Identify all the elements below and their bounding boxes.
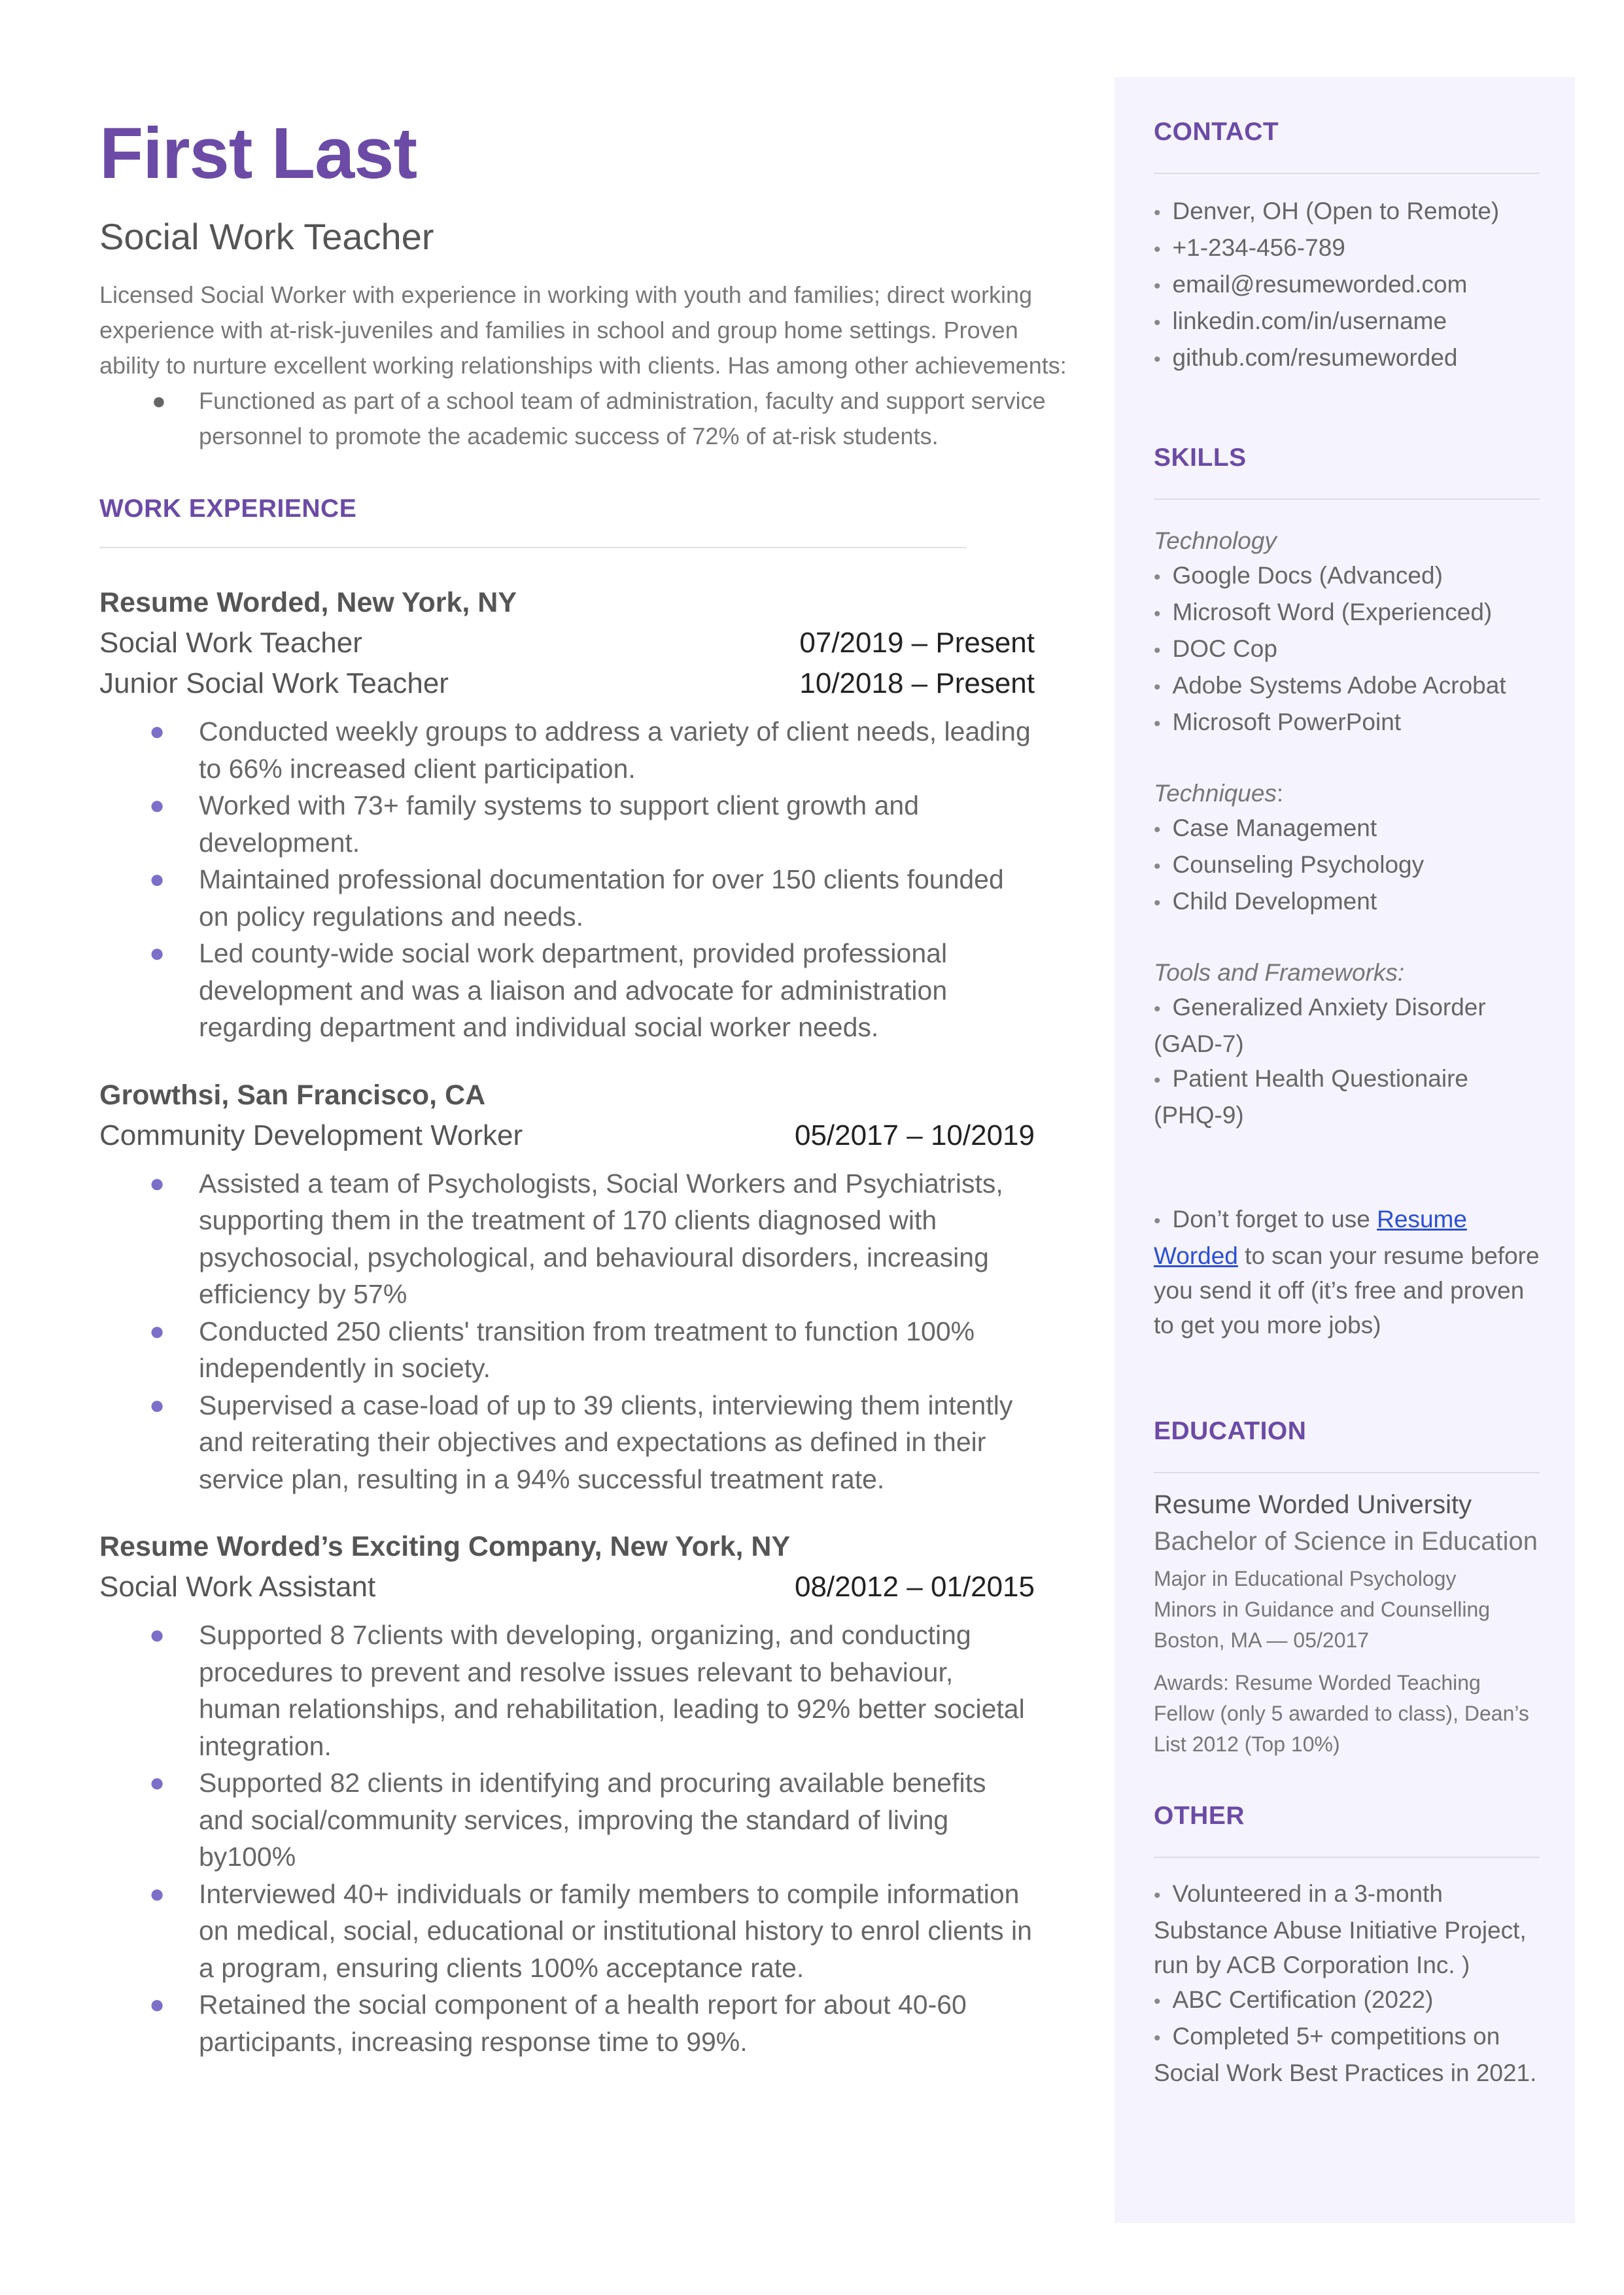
education-awards: Awards: Resume Worded Teaching Fellow (only 5 awarded to class), Dean’s List 2012 (Top 10%) [1154, 1671, 1529, 1756]
job-bullets [99, 1165, 1035, 1498]
skill-item: • DOC Cop [1154, 635, 1277, 662]
education-detail: Boston, MA — 05/2017 [1154, 1628, 1370, 1652]
resume-worded-tip: • Don’t forget to use Resume Worded to scan your resume before you send it off (it’s free and proven to get you more jobs) [1154, 1206, 1540, 1339]
summary-bullet: ● Functioned as part of a school team of administration, faculty and support service personnel to promote the academic success of 72% of at-risk students. [99, 383, 1067, 454]
job-bullet: ● Led county-wide social work department, provided professional development and was a liaison and advocate for administration regarding department and individual social worker needs. [99, 935, 1035, 1046]
contact-email[interactable]: • email@resumeworded.com [1154, 271, 1468, 298]
skills-list [1154, 811, 1540, 920]
bullet-icon: • [1154, 713, 1161, 735]
job-role-title: Junior Social Work Teacher [99, 667, 449, 699]
summary-text: Licensed Social Worker with experience in working with youth and families; direct working experience with at-risk-juveniles and families in school and group home settings. Proven ability to nurture excellent working relationships with clients. Has among other achievements: [99, 281, 1067, 379]
contact-list [1154, 194, 1540, 377]
bullet-icon: ● [149, 1879, 165, 1908]
job-bullet: ● Worked with 73+ family systems to support client growth and development. [99, 787, 1035, 861]
bullet-icon: • [1154, 349, 1161, 370]
skills-heading: SKILLS [1154, 444, 1247, 472]
skill-item: • Child Development [1154, 888, 1377, 915]
bullet-icon: • [1154, 998, 1161, 1020]
job-role-dates: 05/2017 – 10/2019 [794, 1119, 1035, 1151]
section-divider [1154, 1857, 1540, 1858]
skill-item: • Patient Health Questionaire (PHQ-9) [1154, 1065, 1469, 1129]
bullet-icon: • [1154, 603, 1161, 625]
job-company: Resume Worded, New York, NY [99, 587, 517, 618]
main-column [99, 111, 1067, 2060]
contact-github[interactable]: • github.com/resumeworded [1154, 344, 1458, 371]
bullet-icon: ● [149, 1316, 165, 1346]
job-company: Growthsi, San Francisco, CA [99, 1079, 486, 1111]
job-role-row [99, 623, 1035, 663]
education-degree: Bachelor of Science in Education [1154, 1527, 1538, 1556]
summary-bullets [99, 383, 1067, 454]
job-entry [99, 582, 1035, 1046]
bullet-icon: ● [149, 1768, 165, 1797]
job-role-dates: 10/2018 – Present [799, 667, 1035, 699]
work-experience-heading: WORK EXPERIENCE [99, 495, 357, 523]
job-bullet: ● Conducted 250 clients' transition from treatment to function 100% independently in society. [99, 1313, 1035, 1387]
skill-item: • Counseling Psychology [1154, 851, 1425, 878]
education-heading: EDUCATION [1154, 1417, 1307, 1445]
bullet-icon: • [1154, 1885, 1161, 1906]
job-bullet: ● Supported 82 clients in identifying and procuring available benefits and social/community services, improving the standard of living by100% [99, 1764, 1035, 1876]
other-heading: OTHER [1154, 1802, 1245, 1830]
other-item: • Completed 5+ competitions on Social Work Best Practices in 2021. [1154, 2023, 1537, 2086]
section-divider [1154, 173, 1540, 174]
job-bullet: ● Assisted a team of Psychologists, Social Workers and Psychiatrists, supporting them in the treatment of 170 clients diagnosed with psychosocial, psychological, and behavioural disorders, increasing efficiency by 57% [99, 1165, 1035, 1313]
job-role-row [99, 1567, 1035, 1607]
candidate-title: Social Work Teacher [99, 216, 434, 257]
resume-worded-link[interactable]: Resume Worded [1154, 1206, 1467, 1269]
job-bullet: ● Interviewed 40+ individuals or family members to compile information on medical, social, educational or institutional history to enrol clients in a program, ensuring clients 100% acceptance rate. [99, 1876, 1035, 1987]
skill-item: • Microsoft Word (Experienced) [1154, 599, 1493, 625]
job-bullet: ● Supported 8 7clients with developing, organizing, and conducting procedures to prevent and resolve issues relevant to behaviour, human relationships, and rehabilitation, leading to 92% better societal integration. [99, 1617, 1035, 1764]
job-role-row [99, 1115, 1035, 1156]
candidate-name: First Last [99, 113, 417, 194]
job-bullet: ● Conducted weekly groups to address a variety of client needs, leading to 66% increased client participation. [99, 713, 1035, 787]
bullet-icon: ● [149, 1168, 165, 1198]
skill-item: • Generalized Anxiety Disorder (GAD-7) [1154, 994, 1486, 1057]
bullet-icon: • [1154, 2027, 1161, 2049]
job-role-title: Community Development Worker [99, 1119, 523, 1151]
education-detail: Major in Educational Psychology [1154, 1567, 1457, 1590]
skills-category: Techniques: [1154, 780, 1284, 807]
bullet-icon: ● [149, 1990, 165, 2019]
bullet-icon: • [1154, 640, 1161, 661]
skill-item: • Adobe Systems Adobe Acrobat [1154, 672, 1506, 699]
other-item: • Volunteered in a 3-month Substance Abuse Initiative Project, run by ACB Corporation Inc. ) [1154, 1880, 1527, 1978]
job-company: Resume Worded’s Exciting Company, New York, NY [99, 1531, 791, 1562]
job-role-dates: 08/2012 – 01/2015 [794, 1571, 1035, 1603]
bullet-icon: • [1154, 275, 1161, 297]
job-entry [99, 1526, 1035, 2060]
bullet-icon: • [1154, 892, 1161, 914]
bullet-icon: ● [149, 717, 165, 746]
section-divider [1154, 499, 1540, 500]
bullet-icon: • [1154, 202, 1161, 224]
job-entry [99, 1075, 1035, 1498]
sidebar [1114, 77, 1575, 2223]
bullet-icon: • [1154, 1070, 1161, 1091]
skill-item: • Microsoft PowerPoint [1154, 709, 1402, 735]
bullet-icon: ● [152, 387, 166, 414]
bullet-icon: ● [149, 865, 165, 894]
education-detail: Minors in Guidance and Counselling [1154, 1598, 1491, 1621]
job-role-row [99, 663, 1035, 704]
bullet-icon: • [1154, 1991, 1161, 2012]
skills-list [1154, 558, 1540, 741]
job-role-dates: 07/2019 – Present [799, 627, 1035, 659]
bullet-icon: ● [149, 1390, 165, 1420]
skills-category: Tools and Frameworks: [1154, 959, 1405, 986]
skill-item: • Case Management [1154, 815, 1377, 841]
skills-category: Technology [1154, 527, 1277, 554]
bullet-icon: ● [149, 1621, 165, 1649]
education-school: Resume Worded University [1154, 1490, 1472, 1519]
bullet-icon: • [1154, 856, 1161, 877]
job-role-title: Social Work Teacher [99, 627, 362, 659]
bullet-icon: ● [149, 791, 165, 820]
contact-linkedin[interactable]: • linkedin.com/in/username [1154, 307, 1447, 334]
bullet-icon: • [1154, 312, 1161, 334]
contact-heading: CONTACT [1154, 118, 1279, 146]
bullet-icon: • [1154, 239, 1161, 260]
contact-location: • Denver, OH (Open to Remote) [1154, 198, 1500, 224]
section-divider [1154, 1472, 1540, 1473]
bullet-icon: • [1154, 567, 1161, 588]
contact-phone: • +1-234-456-789 [1154, 234, 1345, 261]
bullet-icon: • [1154, 1210, 1161, 1232]
job-bullet: ● Supervised a case-load of up to 39 clients, interviewing them intently and reiterating their objectives and expectations as defined in their service plan, resulting in a 94% successful treatment rate. [99, 1387, 1035, 1498]
summary [99, 277, 1067, 454]
other-item: • ABC Certification (2022) [1154, 1986, 1434, 2013]
sidebar-content [1154, 77, 1540, 2090]
job-bullet: ● Retained the social component of a health report for about 40-60 participants, increasing response time to 99%. [99, 1986, 1035, 2060]
job-bullets [99, 1617, 1035, 2060]
job-bullets [99, 713, 1035, 1046]
skill-item: • Google Docs (Advanced) [1154, 562, 1443, 589]
bullet-icon: • [1154, 676, 1161, 698]
bullet-icon: ● [149, 939, 165, 968]
job-role-title: Social Work Assistant [99, 1571, 376, 1603]
section-divider [99, 547, 967, 548]
skills-list [1154, 990, 1540, 1132]
job-bullet: ● Maintained professional documentation for over 150 clients founded on policy regulations and needs. [99, 861, 1035, 935]
bullet-icon: • [1154, 819, 1161, 841]
